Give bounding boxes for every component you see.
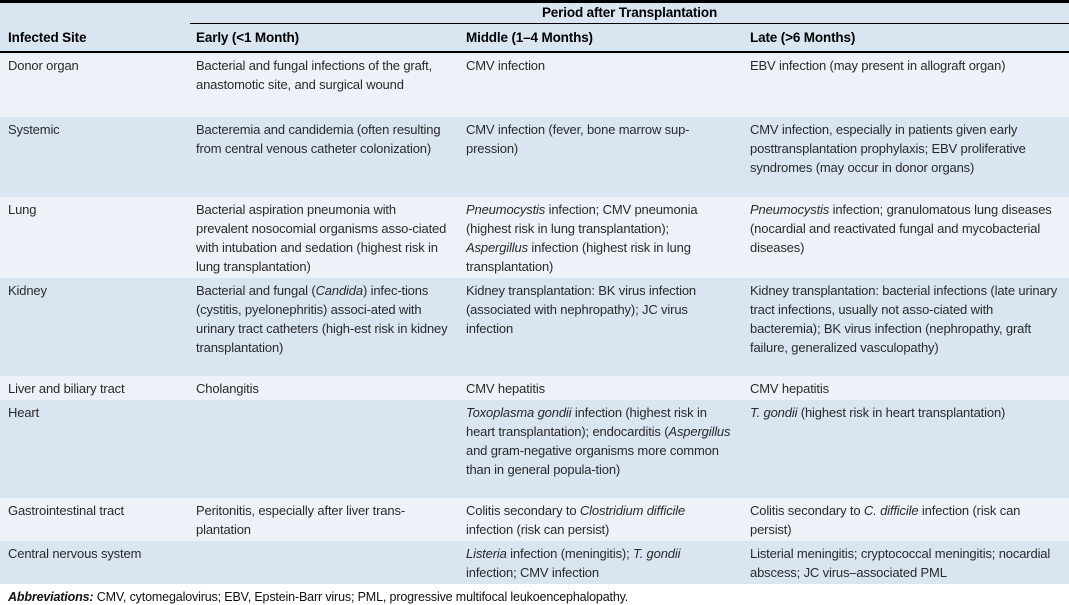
table-cell-middle: CMV infection <box>466 58 545 73</box>
table-row-central-nervous-system <box>0 541 1069 584</box>
table-cell-early: Peritonitis, especially after liver trans-plantation <box>196 503 406 537</box>
table-body <box>0 53 1069 584</box>
table-row-gastrointestinal <box>0 498 1069 541</box>
table-cell-late: Pneumocystis infection; granulomatous lung diseases (nocardial and reactivated fungal and mycobacterial diseases) <box>750 202 1052 255</box>
row-label: Liver and biliary tract <box>8 381 125 396</box>
table-cell-early: Bacterial aspiration pneumonia with prevalent nosocomial organisms asso-ciated with intubation and sedation (highest risk in lung transplantation) <box>196 202 447 274</box>
col-header-early: Early (<1 Month) <box>196 30 299 45</box>
table-row-liver-biliary <box>0 376 1069 400</box>
table-cell-late: CMV hepatitis <box>750 381 829 396</box>
table-cell-middle: CMV hepatitis <box>466 381 545 396</box>
table-cell-late: Colitis secondary to C. difficile infection (risk can persist) <box>750 503 1021 537</box>
column-header-row <box>0 24 1069 51</box>
row-label: Donor organ <box>8 58 79 73</box>
table-row-kidney <box>0 278 1069 376</box>
row-label: Lung <box>8 202 37 217</box>
table-cell-middle: Kidney transplantation: BK virus infection (associated with nephropathy); JC virus infection <box>466 283 696 336</box>
table-cell-middle: Colitis secondary to Clostridium difficile infection (risk can persist) <box>466 503 686 537</box>
table-row-donor-organ <box>0 53 1069 117</box>
table-row-lung <box>0 197 1069 278</box>
table-cell-early: Bacterial and fungal infections of the graft, anastomotic site, and surgical wound <box>196 58 433 92</box>
table-cell-early <box>190 541 460 584</box>
table-header <box>0 0 1069 53</box>
col-header-late: Late (>6 Months) <box>750 30 856 45</box>
table-cell-early: Cholangitis <box>196 381 259 396</box>
table-cell-late: CMV infection, especially in patients given early posttransplantation prophylaxis; EBV proliferative syndromes (may occur in donor organs) <box>750 122 1026 175</box>
table-cell-middle: CMV infection (fever, bone marrow sup-pression) <box>466 122 690 156</box>
table-cell-late: T. gondii (highest risk in heart transplantation) <box>750 405 1006 420</box>
col-header-infected-site: Infected Site <box>8 30 87 45</box>
row-label: Systemic <box>8 122 60 137</box>
row-label: Heart <box>8 405 40 420</box>
spanner-spacer <box>0 3 190 24</box>
table-cell-late: EBV infection (may present in allograft organ) <box>750 58 1006 73</box>
table-cell-early: Bacterial and fungal (Candida) infec-tions (cystitis, pyelonephritis) associ-ated with urinary tract catheters (high-est risk in kidney transplantation) <box>196 283 448 355</box>
table-cell-middle: Listeria infection (meningitis); T. gondii infection; CMV infection <box>466 546 681 580</box>
table-row-systemic <box>0 117 1069 197</box>
table-cell-middle: Toxoplasma gondii infection (highest risk in heart transplantation); endocarditis (Aspergillus and gram-negative organisms more common than in general popula-tion) <box>466 405 731 477</box>
table-cell-late: Kidney transplantation: bacterial infections (late urinary tract infections, usually not asso-ciated with bacteremia); BK virus infection (nephropathy, graft failure, generalized vasculopathy) <box>750 283 1058 355</box>
row-label: Kidney <box>8 283 47 298</box>
row-label: Central nervous system <box>8 546 142 561</box>
abbreviations-footnote <box>0 584 1069 605</box>
table-cell-early <box>190 400 460 498</box>
table-cell-late: Listerial meningitis; cryptococcal meningitis; nocardial abscess; JC virus–associated PML <box>750 546 1051 580</box>
spanner-row <box>0 3 1069 24</box>
row-label: Gastrointestinal tract <box>8 503 124 518</box>
col-header-middle: Middle (1–4 Months) <box>466 30 593 45</box>
abbreviations-text: CMV, cytomegalovirus; EBV, Epstein-Barr virus; PML, progressive multifocal leukoencephalopathy. <box>93 590 629 604</box>
abbreviations-label: Abbreviations: <box>8 590 94 604</box>
table-cell-middle: Pneumocystis infection; CMV pneumonia (highest risk in lung transplantation); Aspergillus infection (highest risk in lung transplantation) <box>466 202 698 274</box>
table-row-heart <box>0 400 1069 498</box>
table-cell-early: Bacteremia and candidemia (often resulting from central venous catheter colonization) <box>196 122 441 156</box>
period-after-transplantation-heading: Period after Transplantation <box>190 3 1069 24</box>
